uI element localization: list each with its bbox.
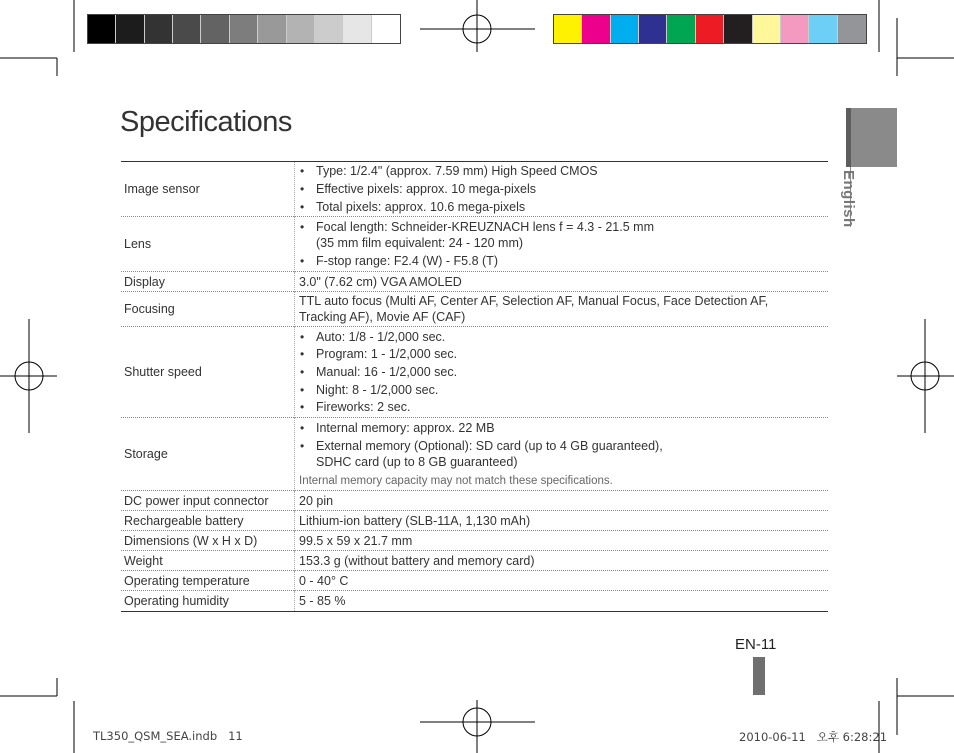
bullet-item: • Total pixels: approx. 10.6 mega-pixels (299, 199, 828, 216)
table-row (121, 327, 828, 418)
spec-value: 5 - 85 % (295, 591, 829, 612)
grayscale-swatch (230, 15, 258, 43)
specifications-table (121, 161, 828, 612)
spec-label: Shutter speed (124, 365, 202, 379)
grayscale-color-bar (87, 14, 401, 44)
spec-label: Operating humidity (124, 594, 229, 608)
bullet-item: • Night: 8 - 1/2,000 sec. (299, 382, 828, 399)
spec-value (295, 418, 829, 491)
color-swatch (611, 15, 639, 43)
table-row (121, 491, 828, 511)
grayscale-swatch (287, 15, 315, 43)
spec-label: Weight (124, 553, 163, 568)
color-swatch (809, 15, 837, 43)
bullet-item: • Effective pixels: approx. 10 mega-pixels (299, 181, 828, 198)
grayscale-swatch (145, 15, 173, 43)
table-row (121, 591, 828, 612)
bullet-item: • F-stop range: F2.4 (W) - F5.8 (T) (299, 253, 828, 270)
bullet-item: • Auto: 1/8 - 1/2,000 sec. (299, 329, 828, 346)
grayscale-swatch (173, 15, 201, 43)
spec-value (295, 327, 829, 418)
bullet-item: • Type: 1/2.4" (approx. 7.59 mm) High Speed CMOS (299, 163, 828, 180)
page-number: EN-11 (735, 636, 777, 653)
spec-label: Focusing (124, 302, 175, 316)
table-row (121, 272, 828, 292)
grayscale-swatch (372, 15, 400, 43)
bullet-item: • Internal memory: approx. 22 MB (299, 420, 828, 437)
grayscale-swatch (116, 15, 144, 43)
bullet-item: • External memory (Optional): SD card (up to 4 GB guaranteed), SDHC card (up to 8 GB guaranteed) (299, 438, 828, 471)
bullet-item: • Program: 1 - 1/2,000 sec. (299, 346, 828, 363)
footer-timestamp: 2010-06-11 오후 6:28:21 (739, 730, 888, 744)
spec-label: Operating temperature (124, 573, 250, 588)
grayscale-swatch (88, 15, 116, 43)
bullet-continuation: SDHC card (up to 8 GB guaranteed) (316, 455, 518, 470)
bullet-item: • Focal length: Schneider-KREUZNACH lens f = 4.3 - 21.5 mm (35 mm film equivalent: 24 - 120 mm) (299, 219, 828, 252)
spec-value (295, 162, 829, 217)
bullet-item: • Fireworks: 2 sec. (299, 399, 828, 416)
table-row (121, 551, 828, 571)
spec-label: DC power input connector (124, 493, 269, 508)
grayscale-swatch (258, 15, 286, 43)
spec-label: Rechargeable battery (124, 513, 244, 528)
bullet-item: • Manual: 16 - 1/2,000 sec. (299, 364, 828, 381)
color-swatch (582, 15, 610, 43)
grayscale-swatch (315, 15, 343, 43)
spec-value: Lithium-ion battery (SLB-11A, 1,130 mAh) (295, 511, 829, 531)
color-swatch (724, 15, 752, 43)
table-row (121, 571, 828, 591)
spec-label: Storage (124, 447, 168, 461)
grayscale-swatch (343, 15, 371, 43)
color-swatch (667, 15, 695, 43)
spec-value: 0 - 40° C (295, 571, 829, 591)
spec-label: Dimensions (W x H x D) (124, 533, 258, 548)
spec-value: 153.3 g (without battery and memory card) (295, 551, 829, 571)
color-swatch (639, 15, 667, 43)
table-row (121, 531, 828, 551)
table-row (121, 162, 828, 217)
bullet-continuation: (35 mm film equivalent: 24 - 120 mm) (316, 236, 524, 251)
color-swatch (838, 15, 866, 43)
spec-value (295, 217, 829, 272)
spec-value: 20 pin (295, 491, 829, 511)
spec-label: Image sensor (124, 181, 200, 196)
color-swatch (753, 15, 781, 43)
table-row (121, 511, 828, 531)
page-title: Specifications (120, 106, 292, 138)
grayscale-swatch (201, 15, 229, 43)
spec-label: Display (124, 274, 165, 289)
color-swatch (696, 15, 724, 43)
table-row (121, 292, 828, 327)
storage-note: Internal memory capacity may not match these specifications. (299, 474, 613, 487)
color-swatch (781, 15, 809, 43)
spec-label: Lens (124, 237, 152, 251)
language-tab (846, 108, 897, 167)
table-row (121, 217, 828, 272)
process-color-bar (553, 14, 867, 44)
spec-value: 99.5 x 59 x 21.7 mm (295, 531, 829, 551)
color-swatch (554, 15, 582, 43)
spec-value: TTL auto focus (Multi AF, Center AF, Selection AF, Manual Focus, Face Detection AF, Tracking AF), Movie AF (CAF) (295, 292, 829, 327)
footer-filename: TL350_QSM_SEA.indb 11 (93, 729, 243, 743)
spec-value: 3.0" (7.62 cm) VGA AMOLED (295, 272, 829, 292)
language-tab-edge (846, 108, 851, 167)
page-number-bar (753, 657, 765, 695)
language-label: English (840, 170, 857, 228)
table-row (121, 418, 828, 491)
